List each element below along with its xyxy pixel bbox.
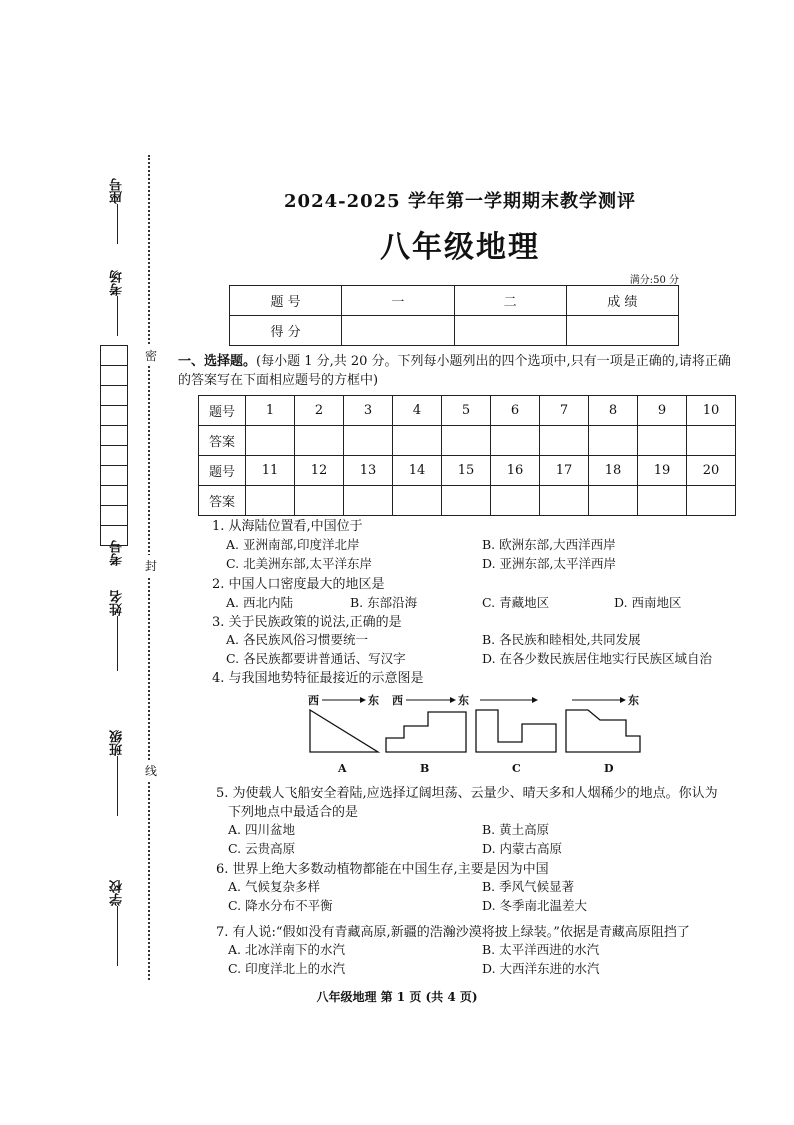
seal-char-xian: 线 [145, 760, 157, 781]
page-footer: 八年级地理 第 1 页 (共 4 页) [316, 990, 478, 1004]
answer-number: 11 [246, 456, 295, 486]
q4-label-a: A [338, 762, 347, 775]
q1-stem: 1. 从海陆位置看,中国位于 [212, 519, 363, 534]
score-row-label: 得 分 [230, 316, 342, 346]
name-label: 姓名 [108, 590, 127, 671]
answer-cell[interactable] [442, 426, 491, 456]
q4-diagram-b[interactable] [386, 712, 466, 752]
answer-grid [198, 395, 736, 516]
answer-row-label: 题号 [199, 396, 246, 426]
score-header-total: 成 绩 [566, 286, 678, 316]
q2-option-d[interactable]: D. 西南地区 [614, 595, 682, 610]
exam-title: 2024-2025 学年第一学期期末教学测评 [284, 191, 636, 212]
answer-cell[interactable] [246, 486, 295, 516]
answer-cell[interactable] [442, 486, 491, 516]
answer-number: 14 [393, 456, 442, 486]
score-cell[interactable] [342, 316, 454, 346]
school-label: 学校 [108, 880, 127, 966]
score-header-2: 二 [454, 286, 566, 316]
q2-option-a[interactable]: A. 西北内陆 [226, 595, 293, 610]
room-label: 考场 [108, 270, 127, 336]
q5-stem-line1: 5. 为使载人飞船安全着陆,应选择辽阔坦荡、云量少、晴天多和人烟稀少的地点。你认为 [216, 786, 718, 801]
answer-cell[interactable] [344, 486, 393, 516]
q7-option-c[interactable]: C. 印度洋北上的水汽 [228, 961, 346, 976]
q5-option-a[interactable]: A. 四川盆地 [228, 822, 295, 837]
answer-number: 8 [589, 396, 638, 426]
q6-stem: 6. 世界上绝大多数动植物都能在中国生存,主要是因为中国 [216, 862, 549, 877]
q5-option-c[interactable]: C. 云贵高原 [228, 841, 296, 856]
q4-label-d: D [604, 762, 614, 775]
q4-east-label: 东 [368, 694, 379, 707]
answer-number: 12 [295, 456, 344, 486]
answer-blank-row [199, 426, 736, 456]
q5-stem-line2: 下列地点中最适合的是 [228, 805, 359, 820]
answer-cell[interactable] [295, 486, 344, 516]
answer-cell[interactable] [393, 426, 442, 456]
score-cell[interactable] [454, 316, 566, 346]
answer-row-label: 答案 [199, 426, 246, 456]
q1-option-c[interactable]: C. 北美洲东部,太平洋东岸 [226, 556, 373, 571]
section-instructions [178, 352, 738, 390]
q2-option-c[interactable]: C. 青藏地区 [482, 595, 550, 610]
answer-blank-row [199, 486, 736, 516]
q6-option-a[interactable]: A. 气候复杂多样 [228, 879, 320, 894]
q1-option-a[interactable]: A. 亚洲南部,印度洋北岸 [226, 537, 360, 552]
score-cell[interactable] [566, 316, 678, 346]
answer-cell[interactable] [491, 426, 540, 456]
answer-cell[interactable] [638, 426, 687, 456]
q1-option-b[interactable]: B. 欧洲东部,大西洋西岸 [482, 537, 616, 552]
answer-number: 7 [540, 396, 589, 426]
answer-row-label: 题号 [199, 456, 246, 486]
q4-diagram-d[interactable] [566, 710, 640, 752]
answer-cell[interactable] [393, 486, 442, 516]
answer-number-row [199, 456, 736, 486]
q1-option-d[interactable]: D. 亚洲东部,太平洋西岸 [482, 556, 616, 571]
answer-cell[interactable] [295, 426, 344, 456]
q7-option-b[interactable]: B. 太平洋西进的水汽 [482, 942, 600, 957]
full-score: 满分:50 分 [629, 275, 679, 286]
class-label: 班级 [108, 730, 127, 816]
q4-west-label: 西 [392, 694, 403, 707]
q3-option-c[interactable]: C. 各民族都要讲普通话、写汉字 [226, 651, 406, 666]
answer-cell[interactable] [344, 426, 393, 456]
q4-label-c: C [512, 762, 521, 775]
answer-cell[interactable] [589, 426, 638, 456]
answer-number: 15 [442, 456, 491, 486]
answer-number: 6 [491, 396, 540, 426]
answer-cell[interactable] [687, 426, 736, 456]
section-desc: (每小题 1 分,共 20 分。下列每小题列出的四个选项中,只有一项是正确的,请将正确的答案写在下面相应题号的方框中) [178, 354, 731, 388]
answer-number: 20 [687, 456, 736, 486]
answer-number: 17 [540, 456, 589, 486]
seal-char-feng: 封 [145, 555, 157, 576]
q3-option-b[interactable]: B. 各民族和睦相处,共同发展 [482, 632, 641, 647]
q6-option-d[interactable]: D. 冬季南北温差大 [482, 898, 588, 913]
answer-number: 16 [491, 456, 540, 486]
answer-number: 19 [638, 456, 687, 486]
exam-no-label: 考号 [110, 540, 125, 566]
answer-cell[interactable] [491, 486, 540, 516]
answer-number-row [199, 396, 736, 426]
score-table [229, 285, 679, 346]
q4-east-label: 东 [458, 694, 469, 707]
q6-option-c[interactable]: C. 降水分布不平衡 [228, 898, 333, 913]
q5-option-d[interactable]: D. 内蒙古高原 [482, 841, 563, 856]
answer-number: 18 [589, 456, 638, 486]
q3-option-a[interactable]: A. 各民族风俗习惯要统一 [226, 632, 368, 647]
answer-number: 5 [442, 396, 491, 426]
answer-number: 9 [638, 396, 687, 426]
q7-option-a[interactable]: A. 北冰洋南下的水汽 [228, 942, 345, 957]
q4-west-label: 西 [308, 694, 319, 707]
q5-option-b[interactable]: B. 黄土高原 [482, 822, 550, 837]
q3-stem: 3. 关于民族政策的说法,正确的是 [212, 615, 402, 630]
q4-label-b: B [420, 762, 430, 775]
exam-number-boxes[interactable] [100, 345, 128, 546]
answer-cell[interactable] [589, 486, 638, 516]
answer-number: 3 [344, 396, 393, 426]
answer-cell[interactable] [246, 426, 295, 456]
answer-number: 13 [344, 456, 393, 486]
seal-char-mi: 密 [145, 345, 157, 366]
seat-label: 座号 [108, 178, 127, 244]
subject-title: 八年级地理 [380, 230, 540, 265]
score-header-no: 题 号 [230, 286, 342, 316]
q2-option-b[interactable]: B. 东部沿海 [350, 595, 418, 610]
q7-stem: 7. 有人说:“假如没有青藏高原,新疆的浩瀚沙漠将披上绿装。”依据是青藏高原阻挡了 [216, 925, 690, 940]
q3-option-d[interactable]: D. 在各少数民族居住地实行民族区域自治 [482, 651, 713, 666]
section-heading: 一、选择题。 [178, 354, 257, 369]
answer-number: 4 [393, 396, 442, 426]
answer-number: 10 [687, 396, 736, 426]
answer-number: 2 [295, 396, 344, 426]
q7-option-d[interactable]: D. 大西洋东进的水汽 [482, 961, 600, 976]
q4-terrain-diagrams [300, 690, 650, 780]
answer-cell[interactable] [540, 426, 589, 456]
answer-number: 1 [246, 396, 295, 426]
q2-stem: 2. 中国人口密度最大的地区是 [212, 577, 385, 592]
answer-cell[interactable] [638, 486, 687, 516]
answer-row-label: 答案 [199, 486, 246, 516]
answer-cell[interactable] [540, 486, 589, 516]
q4-diagram-c[interactable] [476, 710, 556, 752]
q4-diagram-a[interactable] [310, 710, 378, 752]
answer-cell[interactable] [687, 486, 736, 516]
q4-east-label: 东 [628, 694, 639, 707]
score-header-1: 一 [342, 286, 454, 316]
q4-stem: 4. 与我国地势特征最接近的示意图是 [212, 671, 424, 686]
q6-option-b[interactable]: B. 季风气候显著 [482, 879, 575, 894]
